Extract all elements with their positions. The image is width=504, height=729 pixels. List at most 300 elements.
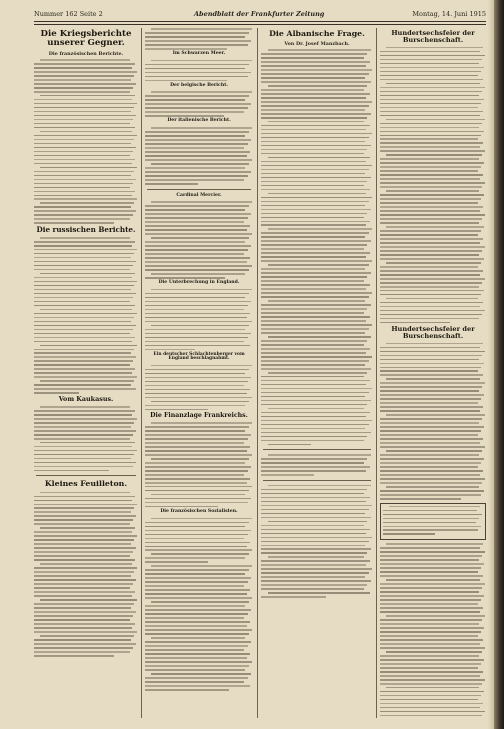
text-line: [380, 234, 478, 236]
text-line: [34, 607, 131, 609]
text-line: [34, 281, 137, 283]
text-line: [261, 185, 364, 187]
text-line: [380, 142, 483, 144]
text-line: [34, 523, 130, 525]
text-line: [380, 131, 484, 133]
text-line: [34, 450, 137, 452]
text-line: [261, 501, 366, 503]
text-line: [380, 282, 482, 284]
text-line: [145, 526, 245, 528]
text-line: [261, 133, 372, 135]
text-line: [380, 55, 485, 57]
text-line: [145, 534, 248, 536]
text-line: [261, 236, 365, 238]
text-line: [145, 293, 249, 295]
text-line: [380, 150, 485, 152]
article-headline: Hundertsechsfeier der Burschenschaft.: [391, 324, 475, 340]
text-line: [380, 194, 484, 196]
text-line: [380, 627, 484, 629]
text-line: [34, 531, 132, 533]
text-line: [145, 155, 247, 157]
text-line: [386, 486, 478, 488]
text-line: [145, 593, 247, 595]
text-line: [261, 497, 370, 499]
text-line: [380, 218, 482, 220]
text-line: [34, 191, 135, 193]
text-line: [380, 466, 478, 468]
text-line: [380, 67, 484, 69]
text-line: [380, 422, 479, 424]
text-line: [145, 241, 245, 243]
text-line: [380, 683, 482, 685]
text-line: [145, 229, 247, 231]
text-line: [261, 424, 369, 426]
text-line: [34, 639, 131, 641]
text-line: [34, 269, 130, 271]
text-line: [380, 146, 480, 148]
text-line: [380, 571, 478, 573]
text-line: [380, 675, 480, 677]
text-line: [34, 352, 131, 354]
column-2: [145, 28, 253, 718]
text-line: [145, 277, 225, 279]
text-line: [145, 171, 251, 173]
text-line: [145, 233, 252, 235]
text-line: [40, 59, 129, 61]
text-line: [34, 111, 131, 113]
text-line: [145, 585, 244, 587]
text-line: [380, 458, 484, 460]
text-line: [145, 147, 244, 149]
text-line: [268, 521, 368, 523]
text-line: [380, 158, 479, 160]
text-line: [261, 470, 366, 472]
text-line: [261, 205, 365, 207]
text-line: [34, 470, 109, 472]
text-line: [34, 171, 134, 173]
text-line: [34, 155, 130, 157]
text-line: [145, 645, 248, 647]
text-line: [261, 420, 372, 422]
section-divider: [263, 480, 371, 481]
text-line: [34, 289, 131, 291]
text-line: [383, 510, 477, 512]
text-line: [380, 691, 484, 693]
text-line: [261, 552, 367, 554]
text-line: [34, 99, 132, 101]
text-line: [261, 416, 366, 418]
text-line: [261, 268, 365, 270]
column-divider: [257, 28, 258, 718]
text-line: [380, 306, 480, 308]
text-line: [40, 345, 137, 347]
text-line: [34, 368, 135, 370]
text-line: [34, 210, 136, 212]
text-line: [380, 210, 480, 212]
text-line: [34, 139, 134, 141]
text-line: [380, 647, 485, 649]
text-line: [380, 230, 481, 232]
text-line: [261, 572, 369, 574]
text-line: [34, 115, 136, 117]
text-line: [34, 623, 135, 625]
text-line: [145, 373, 245, 375]
text-line: [145, 486, 252, 488]
text-line: [268, 49, 371, 51]
text-line: [268, 121, 364, 123]
article-headline: Der belgische Bericht.: [170, 82, 228, 88]
text-line: [261, 428, 365, 430]
text-line: [34, 414, 132, 416]
text-line: [380, 186, 482, 188]
text-line: [383, 514, 482, 516]
article-headline: Kleines Feuilleton.: [44, 479, 128, 489]
text-line: [40, 492, 129, 494]
text-line: [380, 462, 481, 464]
text-line: [145, 573, 245, 575]
text-line: [261, 596, 326, 598]
text-line: [145, 597, 252, 599]
text-line: [145, 301, 251, 303]
text-line: [145, 36, 245, 38]
text-line: [261, 356, 372, 358]
text-line: [380, 715, 482, 717]
text-line: [380, 214, 485, 216]
text-line: [386, 450, 481, 452]
text-line: [261, 125, 370, 127]
text-line: [386, 47, 482, 49]
article-headline: Hundertsechsfeier der Burschenschaft.: [391, 29, 475, 44]
text-line: [145, 434, 251, 436]
text-line: [380, 434, 478, 436]
text-line: [145, 653, 250, 655]
text-line: [34, 496, 135, 498]
text-line: [145, 309, 244, 311]
text-line: [380, 583, 485, 585]
text-line: [145, 438, 248, 440]
text-line: [380, 246, 485, 248]
text-line: [261, 580, 371, 582]
text-line: [380, 374, 483, 376]
text-line: [380, 635, 478, 637]
text-line: [268, 264, 369, 266]
text-line: [261, 388, 372, 390]
text-line: [34, 127, 135, 129]
text-line: [34, 511, 131, 513]
text-line: [151, 60, 251, 62]
text-line: [261, 252, 370, 254]
article-body: [34, 406, 138, 471]
text-line: [145, 641, 251, 643]
text-line: [261, 101, 372, 103]
text-line: [261, 458, 367, 460]
text-line: [34, 123, 130, 125]
text-line: [145, 44, 248, 46]
text-line: [261, 81, 371, 83]
text-line: [261, 137, 369, 139]
text-line: [145, 139, 251, 141]
article-body: [145, 28, 253, 50]
text-line: [261, 77, 365, 79]
text-line: [34, 67, 132, 69]
text-line: [380, 426, 484, 428]
text-line: [145, 297, 245, 299]
article-headline: Die französischen Sozialisten.: [160, 508, 238, 514]
text-line: [34, 591, 135, 593]
text-line: [145, 131, 249, 133]
masthead-rule-thin: [34, 24, 486, 25]
text-line: [380, 398, 481, 400]
text-line: [261, 272, 371, 274]
text-line: [145, 385, 244, 387]
text-line: [34, 195, 132, 197]
text-line: [261, 248, 364, 250]
article-body: [145, 91, 253, 117]
text-line: [40, 599, 137, 601]
text-line: [261, 288, 366, 290]
text-line: [261, 209, 371, 211]
text-line: [145, 625, 247, 627]
text-line: [380, 222, 479, 224]
text-line: [380, 382, 485, 384]
text-line: [380, 363, 484, 365]
text-line: [386, 414, 485, 416]
text-line: [34, 75, 134, 77]
article-body: [145, 518, 253, 563]
text-line: [261, 576, 365, 578]
text-line: [261, 169, 369, 171]
text-line: [261, 141, 365, 143]
text-line: [380, 655, 479, 657]
text-line: [261, 145, 371, 147]
text-line: [145, 649, 244, 651]
text-line: [383, 518, 479, 520]
article-body: [145, 201, 253, 278]
text-line: [380, 438, 483, 440]
text-line: [261, 376, 364, 378]
text-line: [380, 166, 481, 168]
text-line: [145, 409, 208, 411]
text-line: [380, 555, 482, 557]
text-line: [261, 352, 366, 354]
text-line: [261, 149, 367, 151]
text-line: [380, 494, 481, 496]
text-line: [34, 297, 133, 299]
text-line: [34, 567, 137, 569]
text-line: [34, 655, 114, 657]
text-line: [145, 143, 248, 145]
text-line: [145, 167, 245, 169]
text-line: [261, 537, 372, 539]
text-line: [145, 111, 244, 113]
text-line: [261, 568, 372, 570]
text-line: [261, 466, 370, 468]
text-line: [145, 107, 248, 109]
text-line: [145, 657, 247, 659]
text-line: [34, 446, 132, 448]
text-line: [383, 522, 476, 524]
text-line: [386, 651, 481, 653]
text-line: [261, 260, 372, 262]
text-line: [145, 115, 224, 117]
text-line: [151, 494, 245, 496]
text-line: [34, 587, 130, 589]
text-line: [145, 405, 245, 407]
text-line: [34, 83, 136, 85]
text-line: [151, 518, 251, 520]
text-line: [261, 316, 370, 318]
text-line: [386, 687, 478, 689]
text-line: [261, 224, 366, 226]
masthead-issue: Nummer 162 Seite 2: [34, 10, 103, 18]
article-headline: Ein deutscher Schlachtenberger vom England beschlagnahmt.: [153, 351, 245, 362]
text-line: [380, 103, 481, 105]
text-line: [380, 430, 481, 432]
text-line: [145, 446, 250, 448]
text-line: [261, 53, 367, 55]
text-line: [34, 63, 135, 65]
text-line: [261, 396, 365, 398]
text-line: [380, 322, 450, 324]
text-line: [145, 333, 251, 335]
text-line: [380, 454, 479, 456]
text-line: [34, 329, 133, 331]
text-line: [380, 91, 482, 93]
text-line: [145, 369, 249, 371]
article-subheadline: Von Dr. Josef Manzbach.: [284, 41, 350, 48]
text-line: [261, 324, 372, 326]
text-line: [389, 506, 480, 508]
text-line: [383, 526, 481, 528]
text-line: [145, 68, 245, 70]
text-line: [34, 454, 134, 456]
text-line: [380, 63, 479, 65]
column-4: [380, 28, 486, 718]
text-line: [261, 113, 371, 115]
text-line: [145, 685, 250, 687]
text-line: [380, 266, 478, 268]
text-line: [145, 542, 250, 544]
text-line: [34, 159, 135, 161]
text-line: [151, 289, 251, 291]
text-line: [380, 498, 461, 500]
text-line: [380, 619, 482, 621]
text-line: [380, 75, 478, 77]
text-line: [145, 217, 248, 219]
text-line: [145, 337, 248, 339]
text-line: [145, 426, 249, 428]
text-line: [380, 123, 482, 125]
text-line: [380, 478, 485, 480]
text-line: [40, 635, 134, 637]
text-line: [40, 380, 134, 382]
text-line: [145, 613, 248, 615]
text-line: [386, 378, 479, 380]
text-line: [386, 226, 484, 228]
text-line: [261, 153, 364, 155]
text-line: [151, 201, 251, 203]
text-line: [380, 115, 480, 117]
text-line: [34, 285, 134, 287]
text-line: [34, 643, 136, 645]
text-line: [380, 242, 480, 244]
text-line: [40, 273, 135, 275]
text-line: [145, 253, 244, 255]
text-line: [151, 673, 250, 675]
text-line: [34, 349, 134, 351]
text-line: [145, 629, 252, 631]
text-line: [145, 681, 244, 683]
text-line: [383, 533, 435, 535]
article-headline: Die Unterbrechung in England.: [158, 280, 240, 286]
text-line: [261, 412, 370, 414]
text-line: [145, 502, 248, 504]
text-line: [151, 163, 248, 165]
text-line: [151, 601, 248, 603]
text-line: [151, 365, 251, 367]
text-line: [34, 647, 133, 649]
text-line: [261, 584, 367, 586]
text-line: [261, 93, 370, 95]
text-line: [34, 615, 133, 617]
article-body: [380, 47, 486, 324]
text-line: [34, 507, 134, 509]
text-line: [386, 298, 477, 300]
section-divider: [263, 449, 371, 450]
text-line: [145, 313, 250, 315]
text-line: [261, 201, 369, 203]
text-line: [145, 183, 198, 185]
text-line: [34, 206, 131, 208]
text-line: [380, 482, 482, 484]
text-line: [34, 163, 132, 165]
text-line: [145, 209, 245, 211]
column-3: [261, 28, 373, 718]
text-line: [261, 109, 365, 111]
text-line: [380, 623, 479, 625]
text-line: [268, 556, 364, 558]
text-line: [145, 589, 250, 591]
text-line: [380, 314, 482, 316]
article-body: [380, 343, 486, 500]
text-line: [261, 489, 367, 491]
column-1: [34, 28, 138, 718]
text-line: [380, 567, 481, 569]
text-line: [261, 161, 366, 163]
text-line: [380, 707, 480, 709]
text-line: [34, 71, 137, 73]
text-line: [380, 559, 479, 561]
text-line: [34, 430, 136, 432]
text-line: [145, 621, 250, 623]
text-line: [268, 444, 312, 446]
text-line: [145, 506, 218, 508]
text-line: [34, 611, 136, 613]
text-line: [145, 530, 251, 532]
notice-box: [380, 503, 486, 541]
text-line: [151, 553, 248, 555]
column-divider: [141, 28, 142, 718]
text-line: [145, 633, 249, 635]
text-line: [261, 541, 369, 543]
text-line: [145, 397, 252, 399]
text-line: [268, 85, 368, 87]
text-line: [145, 522, 249, 524]
text-line: [145, 48, 227, 50]
text-line: [386, 190, 478, 192]
text-line: [261, 328, 369, 330]
text-line: [380, 595, 484, 597]
